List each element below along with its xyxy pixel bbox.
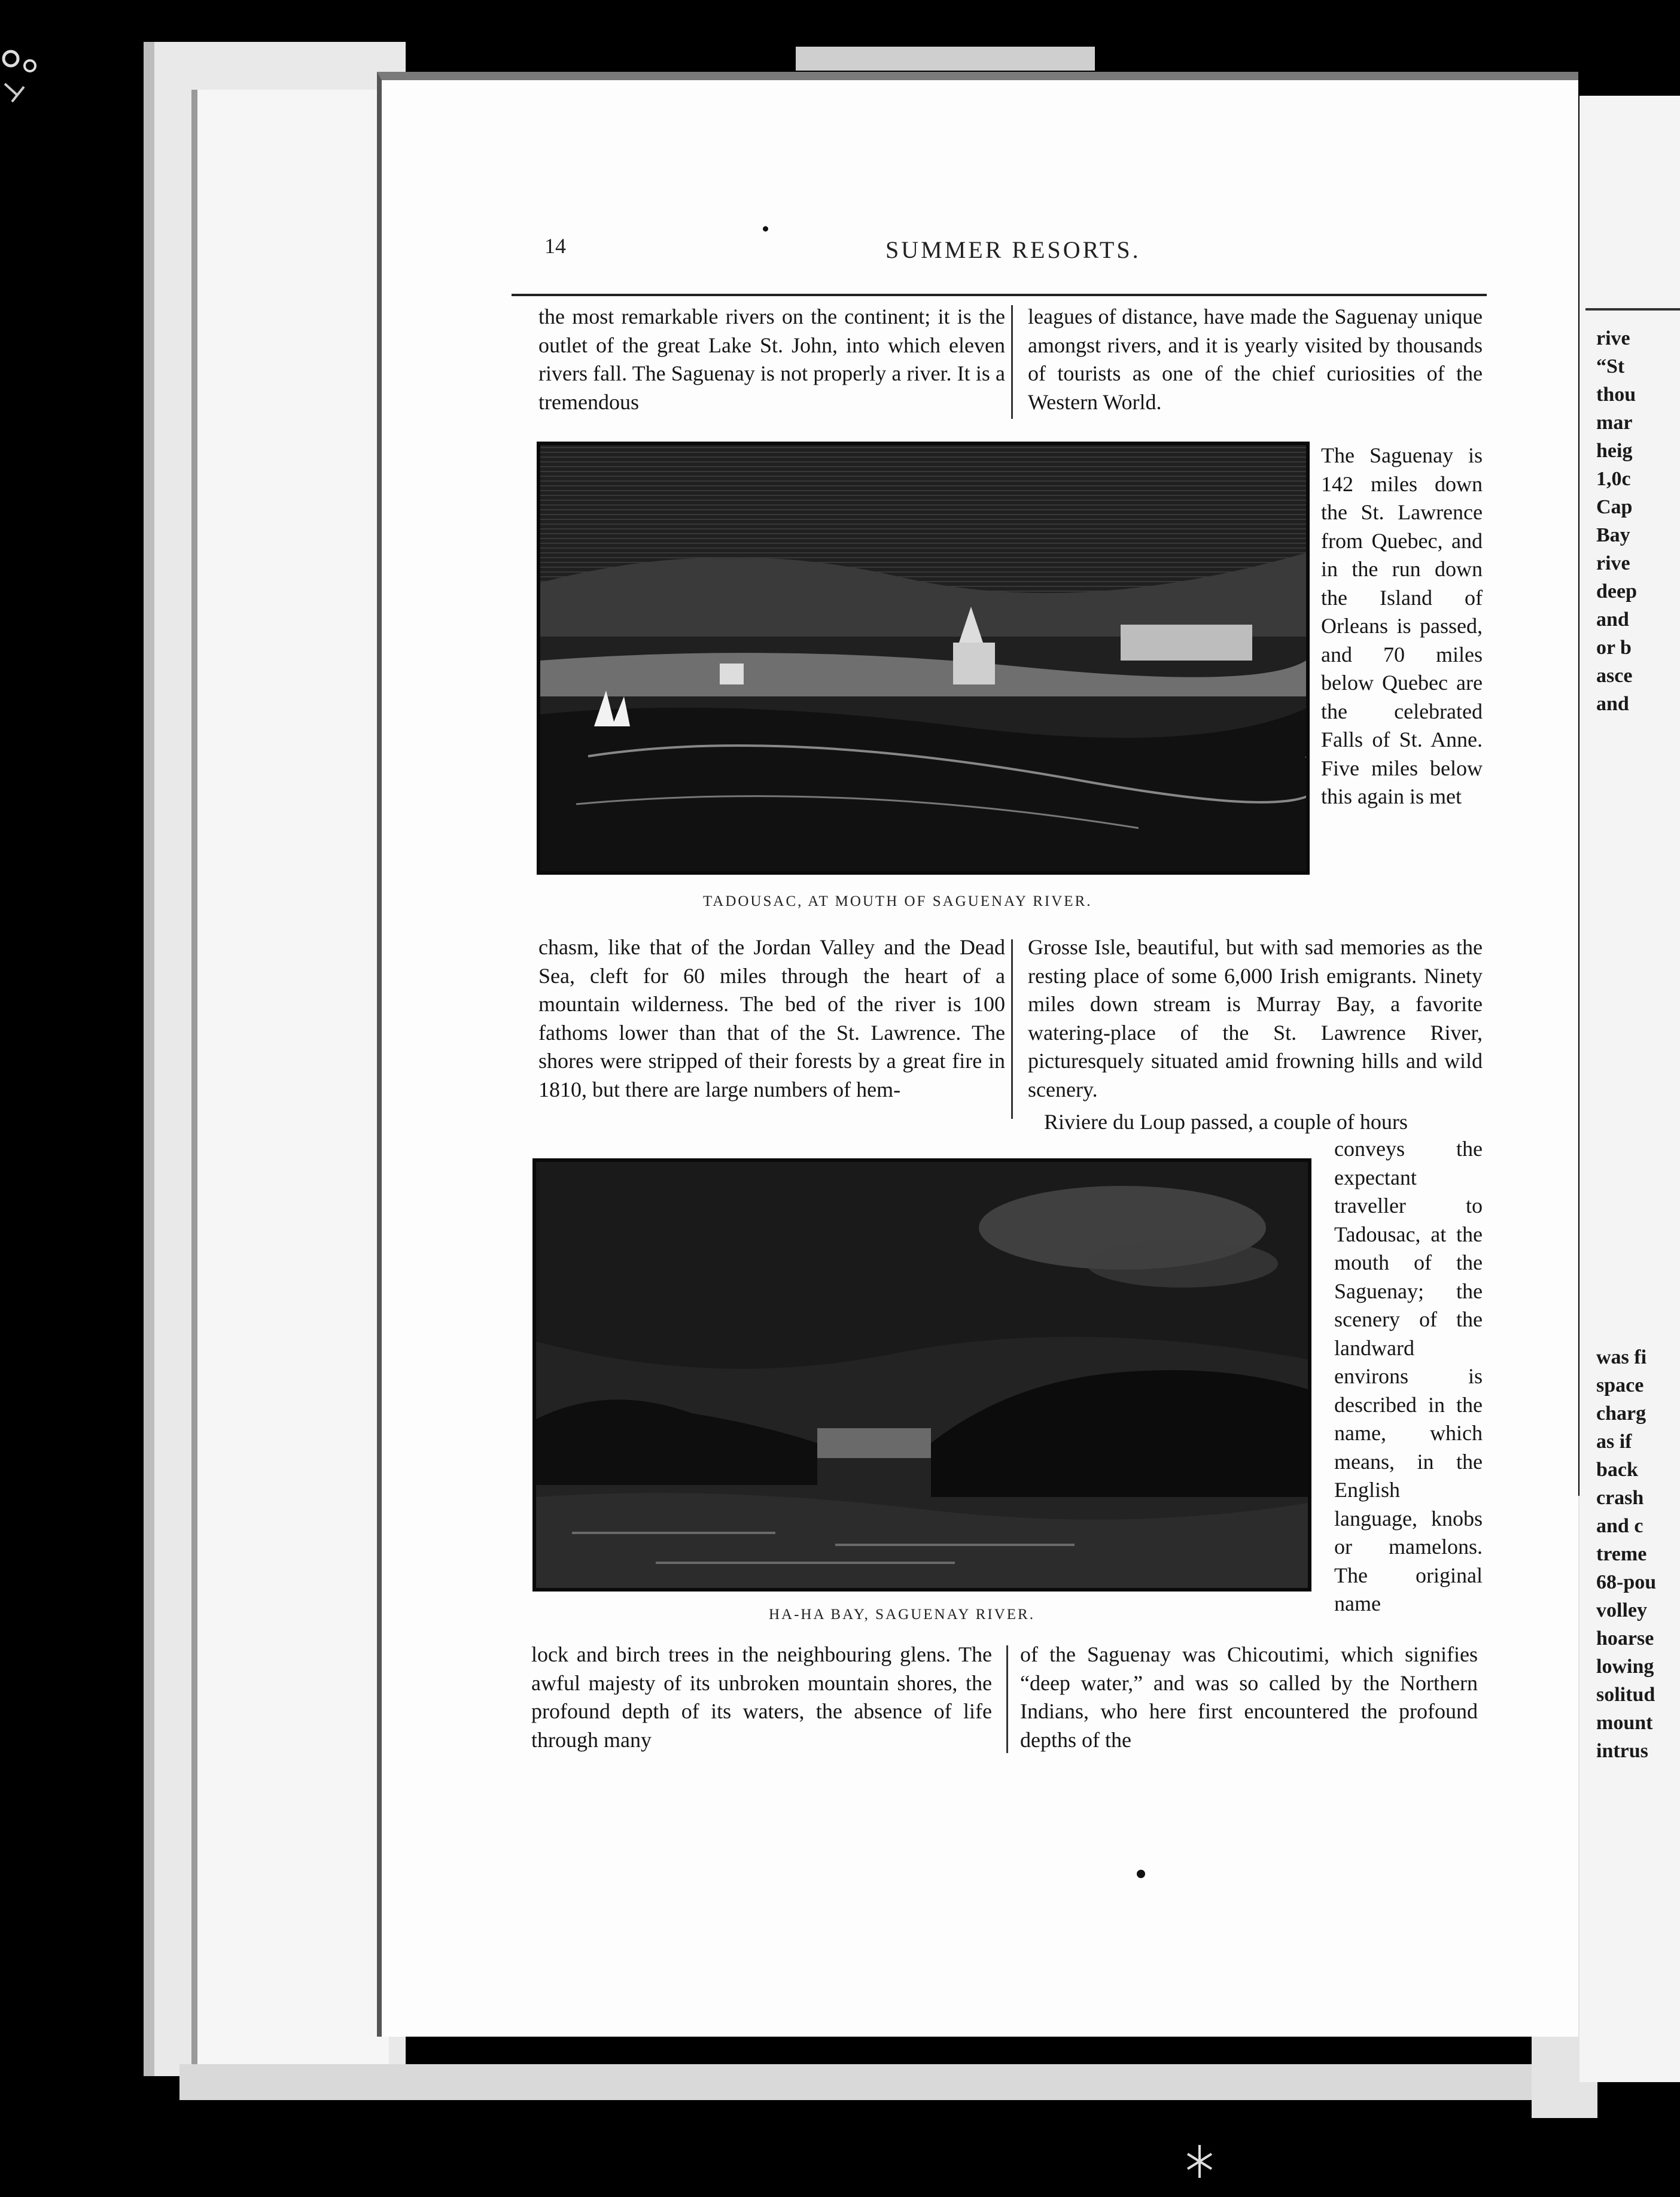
plate-tadousac [537,442,1310,875]
ink-speck [1137,1870,1145,1878]
cover-tab [796,47,1095,71]
text-middle-right: Grosse Isle, beautiful, but with sad memories as the resting place of some 6,000 Irish emigrants. Ninety miles down stream is Murray Bay, a favorite watering-place of the St. Lawrence River, picturesquely situated amid frowning hills and wild scenery. [1028,935,1483,1101]
previous-page-inner-edge [191,90,389,2064]
text-top-left: the most remarkable rivers on the continent; it is the outlet of the great Lake St. John, into which eleven rivers fall. The Saguenay is not properly a river. It is a tremendous [538,305,1005,414]
ink-speck [763,226,768,232]
text-top-right: leagues of distance, have made the Saguenay unique amongst rivers, and it is yearly visited by thousands of tourists as one of the chief curiosities of the Western World. [1028,305,1483,414]
text-middle-right-2: Riviere du Loup passed, a couple of hours [1044,1110,1408,1134]
next-page-fragment [1579,96,1680,2082]
running-head: SUMMER RESORTS. [885,236,1141,263]
next-page-bottom-lines: was fi space charg as if back crash and c treme 68-pou volley hoarse lowing solitud mount intrus [1596,1346,1657,1762]
plate-caption-tadousac: TADOUSAC, AT MOUTH OF SAGUENAY RIVER. [703,893,1092,909]
text-side-block-1: The Saguenay is 142 miles down the St. Lawrence from Quebec, and in the run down the Island of Orleans is passed, and 70 miles below Quebec are the celebrated Falls of St. Anne. Five miles below this again is met [1321,443,1483,808]
scan-artifact-icon [1182,2142,1218,2184]
scan-artifact-icon [0,42,42,108]
page-bottom-edge [179,2064,1556,2100]
column-rule-top [1011,305,1013,419]
plate-caption-ha-ha-bay: HA-HA BAY, SAGUENAY RIVER. [769,1606,1035,1623]
next-page-top-lines: rive “St thou mar heig 1,0c Cap Bay rive deep and or b asce and [1596,327,1637,715]
next-page-header-rule [1585,308,1680,311]
tadousac-engraving-icon [540,445,1306,871]
page-number: 14 [544,234,566,258]
text-side-block-2: conveys the expectant traveller to Tadousac, at the mouth of the Saguenay; the scenery of the landward environs is described in the name, which means, in the English language, knobs or mamelons. The original name [1334,1137,1483,1615]
header-rule [512,294,1487,296]
text-middle-left: chasm, like that of the Jordan Valley and the Dead Sea, cleft for 60 miles through the heart of a mountain wilderness. The bed of the river is 100 fathoms lower than that of the St. Lawrence. The shores were stripped of their forests by a great fire in 1810, but there are large numbers of hem- [538,935,1005,1101]
ha-ha-bay-engraving-icon [536,1162,1308,1588]
column-rule-bottom [1006,1645,1008,1753]
text-bottom-left: lock and birch trees in the neighbouring glens. The awful majesty of its unbroken mountain shores, the profound depth of its waters, the absence of life through many [531,1642,992,1752]
text-bottom-right: of the Saguenay was Chicoutimi, which signifies “deep water,” and was so called by the Northern Indians, who here first encountered the profound depths of the [1020,1642,1478,1752]
plate-ha-ha-bay [532,1158,1311,1592]
column-rule-middle [1011,939,1013,1119]
